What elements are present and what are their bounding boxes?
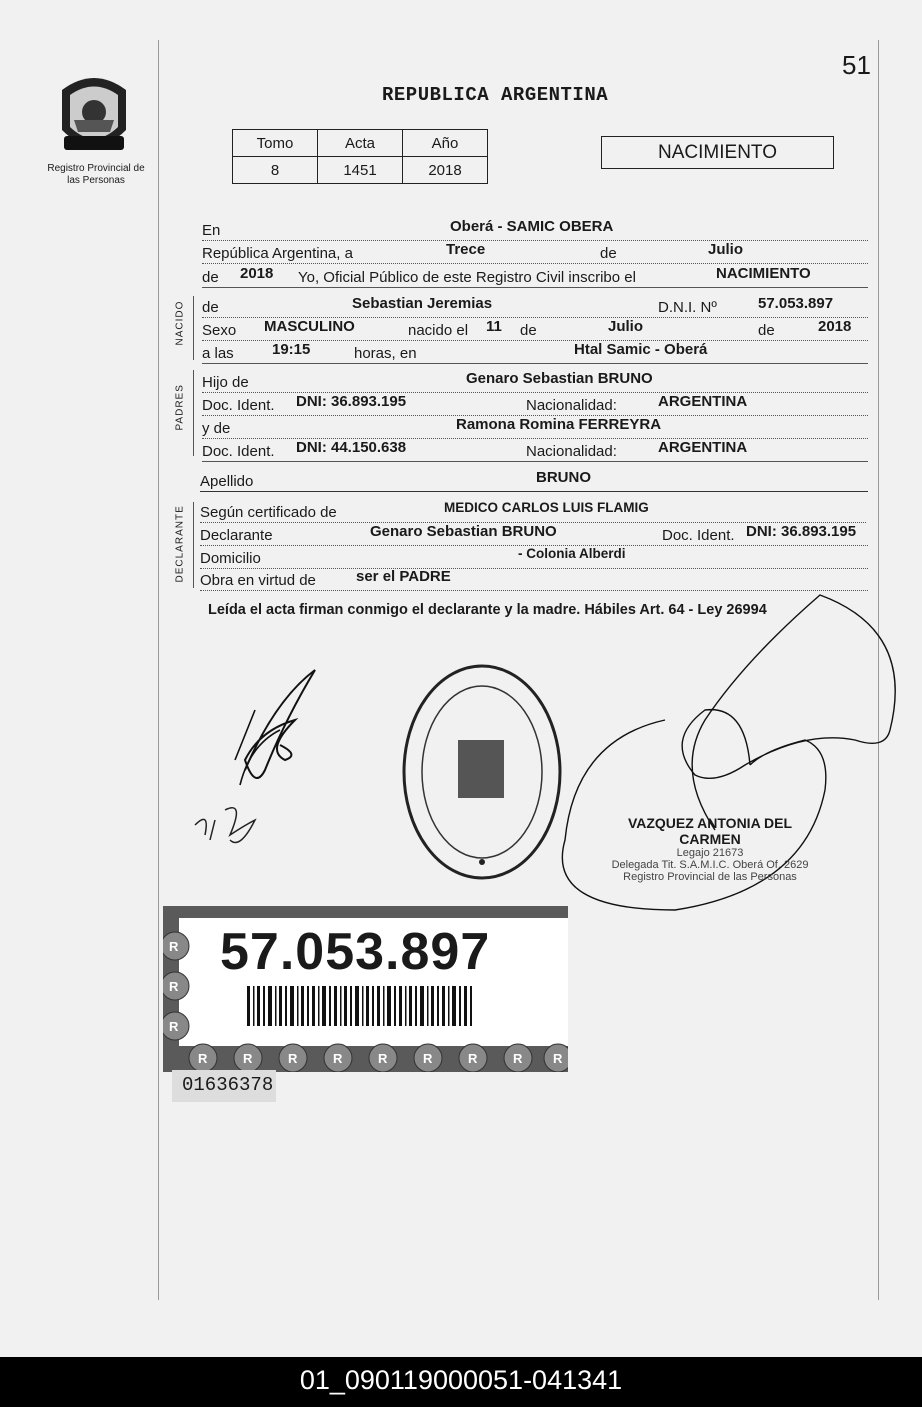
value-declarante: Genaro Sebastian BRUNO xyxy=(370,523,557,540)
logo-caption: Registro Provincial de las Personas xyxy=(47,163,145,186)
watermark-r: R xyxy=(423,1051,433,1066)
value-birth-day: 11 xyxy=(486,318,502,335)
label-de: de xyxy=(202,299,219,316)
watermark-r: R xyxy=(333,1051,343,1066)
nacido-section-bar xyxy=(193,296,194,360)
watermark-r: R xyxy=(378,1051,388,1066)
value-child-dni: 57.053.897 xyxy=(758,295,834,312)
value-obra: ser el PADRE xyxy=(356,568,451,585)
label-y-de: y de xyxy=(202,420,231,437)
row-mother xyxy=(202,418,868,439)
watermark-r: R xyxy=(198,1051,208,1066)
watermark-r: R xyxy=(513,1051,523,1066)
official-role: Delegada Tit. S.A.M.I.C. Oberá Of. 2629 xyxy=(611,859,809,871)
value-birth-year: 2018 xyxy=(818,318,852,335)
value-place: Oberá - SAMIC OBERA xyxy=(450,218,614,235)
official-name: VAZQUEZ ANTONIA DEL CARMEN xyxy=(627,815,793,847)
value-mother: Ramona Romina FERREYRA xyxy=(456,416,662,433)
padres-section-label: PADRES xyxy=(174,384,186,431)
value-birth-place: Htal Samic - Oberá xyxy=(574,341,708,358)
barcode-number: 57.053.897 xyxy=(220,923,491,981)
label-apellido: Apellido xyxy=(200,473,254,490)
header-ano: Año xyxy=(403,130,488,157)
label-inscribo: Yo, Oficial Público de este Registro Civil inscribo el xyxy=(298,269,636,286)
value-certificado: MEDICO CARLOS LUIS FLAMIG xyxy=(444,500,649,515)
row-domicilio xyxy=(200,548,868,569)
value-mother-nat: ARGENTINA xyxy=(658,439,748,456)
label-obra: Obra en virtud de xyxy=(200,572,316,589)
header-tomo: Tomo xyxy=(233,130,318,157)
official-office: Registro Provincial de las Personas xyxy=(623,871,797,883)
row-father xyxy=(202,372,868,393)
row-nacido-birth xyxy=(202,320,868,341)
row-nacido-time xyxy=(202,343,868,364)
watermark-r: R xyxy=(243,1051,253,1066)
value-child-name: Sebastian Jeremias xyxy=(352,295,493,312)
declarante-section-label: DECLARANTE xyxy=(174,505,186,583)
label-sexo: Sexo xyxy=(202,322,237,339)
value-birth-time: 19:15 xyxy=(272,341,311,358)
header-acta: Acta xyxy=(318,130,403,157)
row-place xyxy=(202,220,868,241)
registry-round-stamp xyxy=(400,662,565,882)
nacido-section-label: NACIDO xyxy=(174,300,186,346)
watermark-r: R xyxy=(468,1051,478,1066)
watermark-r: R xyxy=(169,939,179,954)
value-apellido: BRUNO xyxy=(536,469,591,486)
watermark-r: R xyxy=(553,1051,563,1066)
watermark-r: R xyxy=(169,1019,179,1034)
row-certificado xyxy=(200,502,866,523)
label-de-month: de xyxy=(600,245,617,262)
province-seal-logo xyxy=(54,70,134,160)
label-doc-declarante: Doc. Ident. xyxy=(662,527,735,544)
value-year: 2018 xyxy=(240,265,274,282)
value-acta: 1451 xyxy=(318,157,403,184)
value-father-doc: DNI: 36.893.195 xyxy=(296,393,407,410)
value-birth-month: Julio xyxy=(608,318,644,335)
registry-table xyxy=(232,129,488,184)
declarante-section-bar xyxy=(193,502,194,588)
value-sexo: MASCULINO xyxy=(264,318,355,335)
record-type-box: NACIMIENTO xyxy=(601,136,834,169)
label-declarante: Declarante xyxy=(200,527,273,544)
label-en: En xyxy=(202,222,221,239)
row-mother-doc xyxy=(202,441,868,462)
value-father: Genaro Sebastian BRUNO xyxy=(466,370,653,387)
row-date xyxy=(202,243,868,264)
row-father-doc xyxy=(202,395,868,416)
closing-statement: Leída el acta firman conmigo el declarante y la madre. Hábiles Art. 64 - Ley 26994 xyxy=(208,602,767,618)
value-day: Trece xyxy=(446,241,486,258)
label-republica: República Argentina, a xyxy=(202,245,353,262)
row-declarante xyxy=(200,525,868,546)
watermark-r: R xyxy=(169,979,179,994)
row-inscribo xyxy=(202,267,868,288)
declarant-signature xyxy=(185,660,335,870)
watermark-r: R xyxy=(288,1051,298,1066)
value-father-nat: ARGENTINA xyxy=(658,393,748,410)
page-number: 51 xyxy=(842,50,871,80)
label-dni: D.N.I. Nº xyxy=(658,299,717,316)
document-id-bar: 01_090119000051-041341 xyxy=(0,1357,922,1407)
label-nac-father: Nacionalidad: xyxy=(526,397,617,414)
value-month: Julio xyxy=(708,241,744,258)
value-inscribo: NACIMIENTO xyxy=(716,265,811,282)
padres-section-bar xyxy=(193,370,194,456)
official-legajo: Legajo 21673 xyxy=(676,847,744,859)
row-obra xyxy=(200,570,868,591)
value-doc-declarante: DNI: 36.893.195 xyxy=(746,523,857,540)
label-certificado: Según certificado de xyxy=(200,504,337,521)
label-doc-father: Doc. Ident. xyxy=(202,397,275,414)
left-margin-line xyxy=(158,40,159,1300)
label-de-birth-year: de xyxy=(758,322,775,339)
label-domicilio: Domicilio xyxy=(200,550,261,567)
row-nacido-name xyxy=(202,297,868,318)
label-de-birth-month: de xyxy=(520,322,537,339)
value-domicilio: - Colonia Alberdi xyxy=(518,546,626,561)
label-a-las: a las xyxy=(202,345,234,362)
value-mother-doc: DNI: 44.150.638 xyxy=(296,439,407,456)
label-nacido-el: nacido el xyxy=(408,322,469,339)
label-hijo-de: Hijo de xyxy=(202,374,249,391)
label-doc-mother: Doc. Ident. xyxy=(202,443,275,460)
label-horas: horas, en xyxy=(354,345,417,362)
serial-number: 01636378 xyxy=(182,1074,274,1096)
page-title: REPUBLICA ARGENTINA xyxy=(382,84,609,106)
value-tomo: 8 xyxy=(233,157,318,184)
official-name-stamp xyxy=(600,815,820,883)
label-nac-mother: Nacionalidad: xyxy=(526,443,617,460)
row-apellido xyxy=(200,471,868,492)
value-ano: 2018 xyxy=(403,157,488,184)
label-de-year: de xyxy=(202,269,219,286)
